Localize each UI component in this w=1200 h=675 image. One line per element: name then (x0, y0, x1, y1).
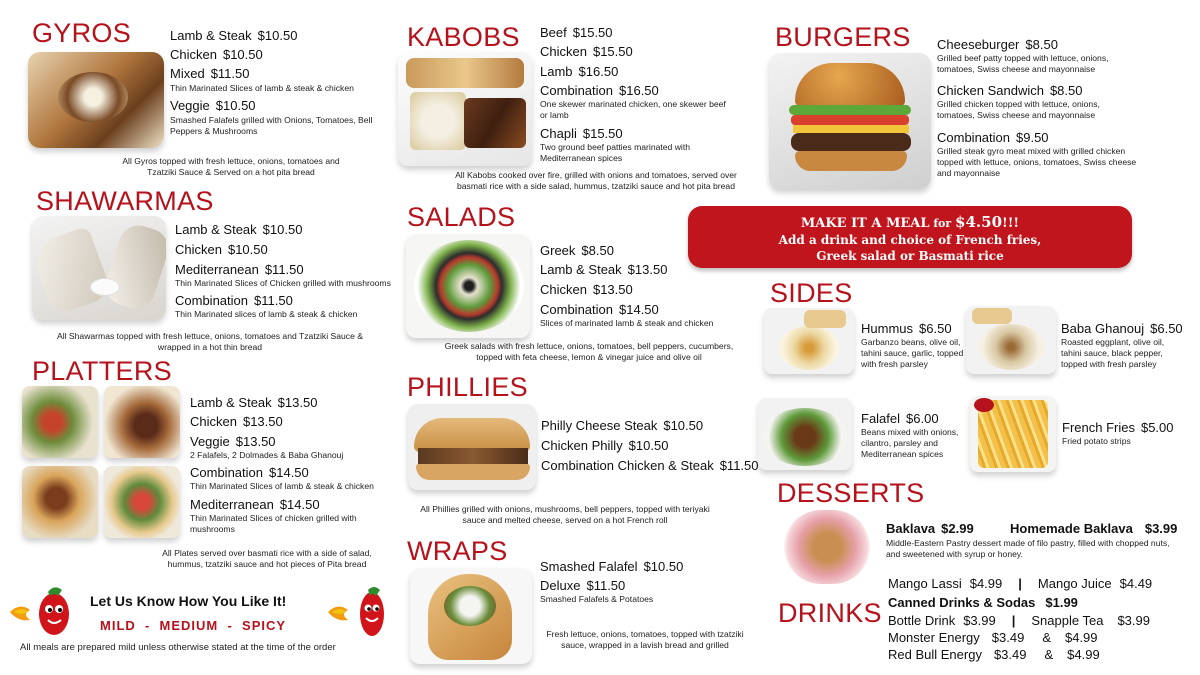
platter-photo-1 (22, 386, 98, 458)
platter-photo-2 (104, 386, 180, 458)
meal-banner-bang: !!! (1002, 216, 1020, 231)
kabobs-item-1: Beef $15.50 (540, 25, 613, 40)
platters-note: All Plates served over basmati rice with a side of salad, hummus, tzatziki sauce and hot pieces of Pita bread (162, 548, 372, 569)
platter-photo-3 (22, 466, 98, 538)
desserts-desc: Middle-Eastern Pastry dessert made of filo pastry, filled with chopped nuts, and sweetened with syrup or honey. (886, 538, 1170, 559)
drinks-title: DRINKS (778, 598, 882, 628)
drinks-row-1: Mango Lassi $4.99 | Mango Juice $4.49 (888, 576, 1153, 591)
salads-note: Greek salads with fresh lettuce, onions, tomatoes, bell peppers, cucumbers, topped with feta cheese, lemon & vinegar juice and olive oil (444, 341, 734, 362)
kabobs-item-5: Chapli $15.50 (540, 126, 623, 141)
gyro-photo (28, 52, 164, 148)
platters-item-4-desc: Thin Marinated Slices of lamb & steak & chicken (190, 481, 374, 491)
shawarmas-title: SHAWARMAS (36, 186, 214, 216)
baklava-photo (784, 510, 870, 584)
gyros-item-4: Veggie $10.50 (170, 98, 256, 113)
burgers-item-3-desc: Grilled steak gyro meat mixed with grilled chicken topped with lettuce, onions, tomatoes, Swiss cheese and mayonnaise (937, 146, 1137, 178)
drinks-row-4: Monster Energy $3.49 & $4.99 (888, 630, 1098, 645)
sides-item-1: Hummus $6.50 (861, 321, 952, 336)
kabobs-note: All Kabobs cooked over fire, grilled with onions and tomatoes, served over basmati rice with a side salad, hummus, tzatziki sauce and hot pita bread (455, 170, 737, 191)
salads-item-4-desc: Slices of marinated lamb & steak and chicken (540, 318, 714, 328)
gyros-item-3-desc: Thin Marinated Slices of lamb & steak & chicken (170, 83, 354, 93)
chili-mascot-left-icon (8, 582, 78, 638)
shawarmas-item-4: Combination $11.50 (175, 293, 293, 308)
meal-banner-for: for (929, 217, 956, 230)
desserts-item-1: Baklava $2.99 (886, 521, 974, 536)
salads-item-4: Combination $14.50 (540, 302, 659, 317)
wraps-title: WRAPS (407, 536, 508, 566)
kabobs-item-4-desc: One skewer marinated chicken, one skewer beef or lamb (540, 99, 726, 120)
burgers-title: BURGERS (775, 22, 911, 52)
gyros-note: All Gyros topped with fresh lettuce, onions, tomatoes and Tzatziki Sauce & Served on a hot pita bread (122, 156, 340, 177)
gyros-item-4-desc: Smashed Falafels grilled with Onions, Tomatoes, Bell Peppers & Mushrooms (170, 115, 373, 136)
wraps-item-2: Deluxe $11.50 (540, 578, 626, 593)
platters-item-2: Chicken $13.50 (190, 414, 283, 429)
spice-headline: Let Us Know How You Like It! (90, 593, 287, 609)
meal-banner-price: $4.50 (955, 213, 1003, 231)
burgers-item-2: Chicken Sandwich $8.50 (937, 83, 1083, 98)
kabobs-title: KABOBS (407, 22, 520, 52)
phillies-item-1: Philly Cheese Steak $10.50 (541, 418, 704, 433)
sides-item-3: Falafel $6.00 (861, 411, 939, 426)
shawarma-photo (32, 216, 166, 320)
shawarmas-item-1: Lamb & Steak $10.50 (175, 222, 303, 237)
phillies-item-2: Chicken Philly $10.50 (541, 438, 669, 453)
wraps-item-2-desc: Smashed Falafels & Potatoes (540, 594, 654, 604)
platters-item-4: Combination $14.50 (190, 465, 309, 480)
wrap-photo (410, 568, 532, 664)
burgers-item-1: Cheeseburger $8.50 (937, 37, 1058, 52)
phillies-title: PHILLIES (407, 372, 528, 402)
gyros-item-3: Mixed $11.50 (170, 66, 250, 81)
meal-banner-lead: MAKE IT A MEAL (800, 216, 930, 231)
spice-footnote: All meals are prepared mild unless otherwise stated at the time of the order (20, 642, 336, 653)
shawarmas-note: All Shawarmas topped with fresh lettuce, onions, tomatoes and Tzatziki Sauce & wrapped in a hot thin bread (56, 331, 364, 352)
platters-item-5-desc: Thin Marinated Slices of chicken grilled with mushrooms (190, 513, 357, 534)
french-fries-photo (970, 396, 1056, 472)
platters-item-5: Mediterranean $14.50 (190, 497, 320, 512)
platter-photo-4 (104, 466, 180, 538)
sides-item-3-desc: Beans mixed with onions, cilantro, parsley and Mediterranean spices (861, 427, 959, 459)
kabobs-item-4: Combination $16.50 (540, 83, 659, 98)
platters-title: PLATTERS (32, 356, 172, 386)
sides-item-1-desc: Garbanzo beans, olive oil, tahini sauce, garlic, topped with fresh parsley (861, 337, 964, 369)
chili-mascot-right-icon (326, 582, 396, 638)
meal-banner-line2: Add a drink and choice of French fries, (778, 233, 1042, 247)
spice-levels: MILD - MEDIUM - SPICY (100, 618, 287, 633)
salads-title: SALADS (407, 202, 516, 232)
salads-item-2: Lamb & Steak $13.50 (540, 262, 668, 277)
shawarmas-item-3-desc: Thin Marinated Slices of Chicken grilled with mushrooms (175, 278, 391, 288)
gyros-title: GYROS (32, 18, 132, 48)
burgers-item-1-desc: Grilled beef patty topped with lettuce, onions, tomatoes, Swiss cheese and mayonnaise (937, 53, 1109, 74)
wraps-item-1: Smashed Falafel $10.50 (540, 559, 684, 574)
sides-item-4: French Fries $5.00 (1062, 420, 1174, 435)
desserts-title: DESSERTS (777, 478, 925, 508)
hummus-photo (764, 308, 854, 374)
platters-item-1: Lamb & Steak $13.50 (190, 395, 318, 410)
sides-item-4-desc: Fried potato strips (1062, 436, 1131, 446)
burger-photo (769, 53, 931, 189)
drinks-row-5: Red Bull Energy $3.49 & $4.99 (888, 647, 1100, 662)
gyros-item-1: Lamb & Steak $10.50 (170, 28, 298, 43)
kabobs-item-2: Chicken $15.50 (540, 44, 633, 59)
desserts-item-2: Homemade Baklava $3.99 (1010, 521, 1178, 536)
burgers-item-2-desc: Grilled chicken topped with lettuce, onions, tomatoes, Swiss cheese and mayonnaise (937, 99, 1100, 120)
baba-ghanouj-photo (966, 306, 1056, 374)
kabob-photo (398, 52, 532, 166)
sides-title: SIDES (770, 278, 853, 308)
wraps-note: Fresh lettuce, onions, tomatoes, topped with tzatziki sauce, wrapped in a lavish bread and grilled (546, 629, 744, 650)
burgers-item-3: Combination $9.50 (937, 130, 1049, 145)
salads-item-3: Chicken $13.50 (540, 282, 633, 297)
philly-photo (408, 404, 536, 490)
falafel-photo (758, 398, 852, 470)
make-it-a-meal-banner (688, 206, 1132, 268)
platters-item-3: Veggie $13.50 (190, 434, 276, 449)
shawarmas-item-3: Mediterranean $11.50 (175, 262, 304, 277)
sides-item-2: Baba Ghanouj $6.50 (1061, 321, 1183, 336)
shawarmas-item-2: Chicken $10.50 (175, 242, 268, 257)
kabobs-item-5-desc: Two ground beef patties marinated with Mediterranean spices (540, 142, 691, 163)
meal-banner-line3: Greek salad or Basmati rice (816, 249, 1004, 263)
sides-item-2-desc: Roasted eggplant, olive oil, tahini sauce, black pepper, topped with fresh parsley (1061, 337, 1165, 369)
gyros-item-2: Chicken $10.50 (170, 47, 263, 62)
phillies-item-3: Combination Chicken & Steak $11.50 (541, 458, 759, 473)
phillies-note: All Phillies grilled with onions, mushrooms, bell peppers, topped with teriyaki sauce and melted cheese, served on a hot French roll (420, 504, 710, 525)
shawarmas-item-4-desc: Thin Marinated slices of lamb & steak & chicken (175, 309, 358, 319)
salads-item-1: Greek $8.50 (540, 243, 614, 258)
drinks-row-3: Bottle Drink $3.99 | Snapple Tea $3.99 (888, 613, 1150, 628)
platters-item-3-desc: 2 Falafels, 2 Dolmades & Baba Ghanouj (190, 450, 344, 460)
kabobs-item-3: Lamb $16.50 (540, 64, 619, 79)
salad-photo (406, 234, 530, 338)
drinks-row-2: Canned Drinks & Sodas $1.99 (888, 595, 1078, 610)
